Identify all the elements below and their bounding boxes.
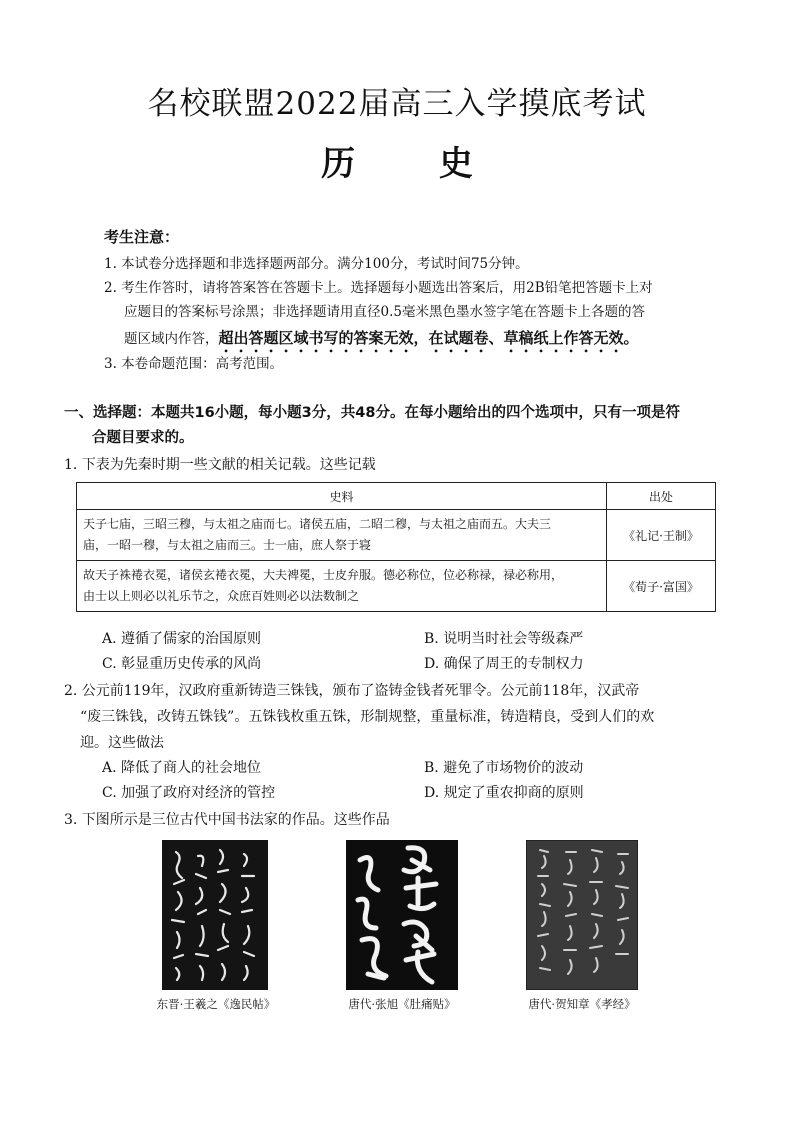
table-header-origin: 出处: [607, 483, 716, 510]
calligraphy-image-2-art: [346, 840, 458, 990]
question-1-table: [76, 482, 716, 612]
q2-option-c[interactable]: C. 加强了政府对经济的管控: [102, 785, 276, 801]
table-cell-text: [77, 561, 607, 612]
table-cell-line: 天子七庙，三昭三穆，与太祖之庙而七。诸侯五庙，二昭二穆，与太祖之庙而五。大夫三: [83, 517, 552, 531]
question-2-line-3: 迎。这些做法: [80, 735, 164, 751]
table-cell-line: 由士以上则必以礼乐节之，众庶百姓则必以法数制之: [83, 589, 360, 603]
table-row: [77, 510, 716, 561]
q2-option-b[interactable]: B. 避免了市场物价的波动: [424, 760, 584, 776]
exam-title: 名校联盟2022届高三入学摸底考试: [147, 86, 647, 122]
table-cell-line: 庙，一昭一穆，与太祖之庙而三。士一庙，庶人祭于寝: [83, 538, 372, 552]
notice-item-2-line-2: 应题目的答案标号涂黑；非选择题请用直径0.5毫米黑色墨水签字笔在答题卡上各题的答: [124, 304, 645, 320]
calligraphy-image-1-art: [162, 840, 268, 990]
question-2-line-1: 2. 公元前119年，汉政府重新铸造三铢钱，颁布了盗铸金钱者死罪令。公元前118年，汉武帝: [64, 683, 640, 699]
notice-item-1: 1. 本试卷分选择题和非选择题两部分。满分100分，考试时间75分钟。: [104, 256, 529, 272]
section-1-heading-line-1: 一、选择题：本题共16小题，每小题3分，共48分。在每小题给出的四个选项中，只有一项是符: [64, 405, 680, 421]
q1-option-a[interactable]: A. 遵循了儒家的治国原则: [102, 631, 262, 647]
subject-title: 历 史: [321, 144, 509, 184]
section-1-heading-line-2: 合题目要求的。: [92, 430, 194, 446]
table-cell-source: 《荀子·富国》: [607, 561, 716, 612]
q1-option-d[interactable]: D. 确保了周王的专制权力: [424, 656, 584, 672]
table-cell-line: 故天子袾裷衣冕，诸侯玄裷衣冕，大夫裨冕，士皮弁服。德必称位，位必称禄，禄必称用，: [83, 568, 564, 582]
calligraphy-image-wang-xizhi: [162, 840, 268, 990]
calligraphy-image-he-zhizhang: [526, 840, 638, 990]
table-cell-text: [77, 510, 607, 561]
question-3-stem: 3. 下图所示是三位古代中国书法家的作品。这些作品: [64, 812, 390, 828]
table-header-row: [77, 483, 716, 510]
question-2-line-2: “废三铢钱，改铸五铢钱”。五铢钱枚重五铢，形制规整，重量标准，铸造精良，受到人们的欢: [80, 709, 655, 725]
notice-item-2-plain: 题区域内作答，: [124, 331, 219, 347]
notice-item-2-emphasis: 超出答题区域书写的答案无效，在试题卷、草稿纸上作答无效。: [218, 329, 639, 347]
table-cell-source: 《礼记·王制》: [607, 510, 716, 561]
caption-zhang-xu: 唐代·张旭《肚痛贴》: [348, 997, 456, 1011]
notice-heading: 考生注意：: [104, 228, 180, 246]
q2-option-d[interactable]: D. 规定了重农抑商的原则: [424, 785, 584, 801]
notice-item-3: 3. 本卷命题范围：高考范围。: [104, 356, 284, 372]
table-header-source-text: 史料: [77, 483, 607, 510]
caption-he-zhizhang: 唐代·贺知章《孝经》: [528, 997, 636, 1011]
question-1-stem: 1. 下表为先秦时期一些文献的相关记载。这些记载: [64, 457, 376, 473]
calligraphy-image-zhang-xu: [346, 840, 458, 990]
q1-option-b[interactable]: B. 说明当时社会等级森严: [424, 631, 584, 647]
notice-item-2-line-1: 2. 考生作答时，请将答案答在答题卡上。选择题每小题选出答案后，用2B铅笔把答题卡上对: [104, 280, 653, 296]
q1-option-c[interactable]: C. 彰显重历史传承的风尚: [102, 656, 262, 672]
q2-option-a[interactable]: A. 降低了商人的社会地位: [102, 760, 262, 776]
table-row: [77, 561, 716, 612]
caption-wang-xizhi: 东晋·王羲之《逸民帖》: [156, 997, 276, 1011]
calligraphy-image-3-art: [526, 840, 638, 990]
